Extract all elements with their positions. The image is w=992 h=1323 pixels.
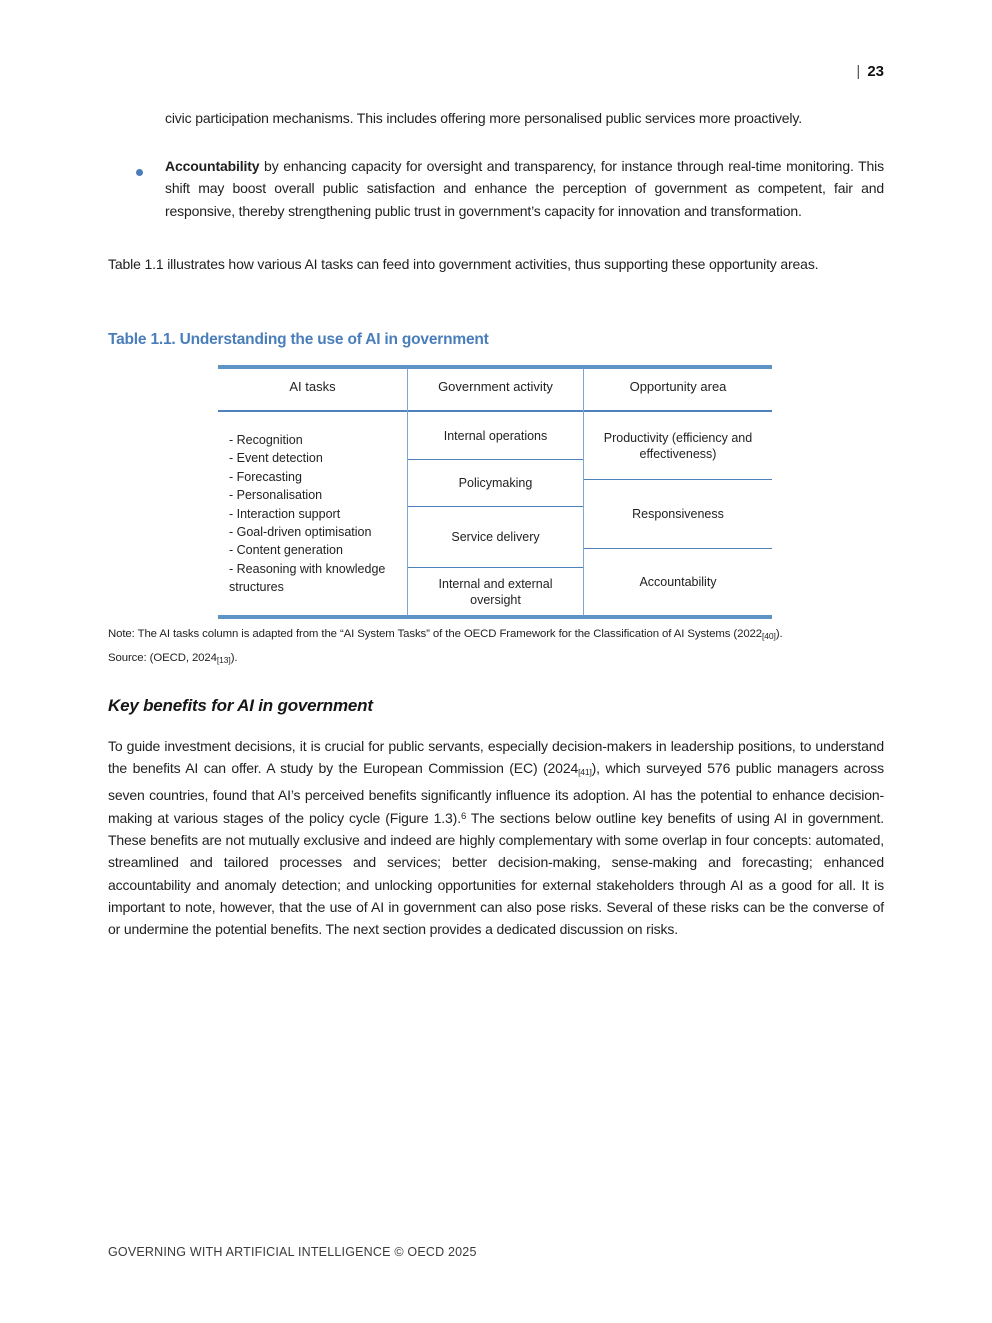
citation-ref: [41] (578, 767, 592, 778)
activity-cell: Internal and external oversight (438, 576, 553, 607)
citation-ref: [40] (762, 631, 776, 641)
column-header-government-activity: Government activity (408, 369, 583, 412)
table-column-opportunity-area (583, 369, 772, 615)
citation-ref: [13] (216, 655, 231, 665)
page-number: | 23 (856, 63, 884, 80)
footnote-ref: 6 (460, 810, 467, 822)
bullet-item-accountability (165, 155, 884, 222)
ai-task-item: - Interaction support (229, 506, 341, 521)
ai-task-item: - Recognition (229, 433, 303, 447)
table-note (108, 623, 898, 671)
table-note-line: Note: The AI tasks column is adapted from the “AI System Tasks” of the OECD Framework for the Classification of AI Systems (2022[40]). (108, 628, 783, 641)
activity-cell: Policymaking (408, 460, 583, 507)
activity-cell: Internal operations (408, 412, 583, 460)
bullet-item-lead: Accountability (165, 158, 260, 174)
opportunity-cell: Accountability (639, 575, 717, 589)
opportunity-cell: Productivity (efficiency and effectiveness) (584, 412, 772, 480)
ai-government-table (218, 365, 772, 619)
ai-tasks-cell (218, 412, 407, 615)
column-header-ai-tasks: AI tasks (218, 369, 407, 412)
page-number-separator: | (856, 63, 861, 80)
bullet-continuation-text: civic participation mechanisms. This includes offering more personalised public services more proactively. (165, 110, 802, 126)
section-heading: Key benefits for AI in government (108, 696, 373, 715)
ai-task-item: - Reasoning with knowledge structures (229, 561, 386, 595)
ai-task-item: - Content generation (229, 543, 343, 558)
page-footer: GOVERNING WITH ARTIFICIAL INTELLIGENCE © OECD 2025 (108, 1245, 477, 1259)
list-bullet-icon (136, 169, 143, 176)
table-column-ai-tasks (218, 369, 407, 615)
column-header-opportunity-area: Opportunity area (584, 369, 772, 412)
activity-cell: Service delivery (408, 507, 583, 568)
body-paragraph: To guide investment decisions, it is crucial for public servants, especially decision-makers in leadership positions, to understand the benefits AI can offer. A study by the European Commission (EC) (2024[41]), which surveyed 576 public managers across seven countries, found that AI’s perceived benefits significantly influence its adoption. AI has the potential to enhance decision-making at various stages of the policy cycle (Figure 1.3).$^6$ The sections below outline key benefits of using AI in government. These benefits are not mutually exclusive and indeed are highly complementary with some overlap in four concepts: automated, streamlined and tailored processes and services; better decision-making, sense-making and forecasting; enhanced accountability and anomaly detection; and unlocking opportunities for external stakeholders through AI as a good for all. It is important to note, however, that the use of AI in government can also pose risks. Several of these risks can be the converse of or undermine the potential benefits. The next section provides a dedicated discussion on risks. (108, 738, 884, 938)
table-title: Table 1.1. Understanding the use of AI in government (108, 331, 489, 348)
ai-task-item: - Event detection (229, 451, 323, 466)
ai-task-item: - Forecasting (229, 469, 302, 484)
bullet-item-rest: by enhancing capacity for oversight and transparency, for instance through real-time monitoring. This shift may boost overall public satisfaction and enhance the perception of government as competent, fair and responsive, thereby strengthening public trust in government’s capacity for innovation and transformation. (165, 158, 884, 219)
intro-paragraph: Table 1.1 illustrates how various AI tasks can feed into government activities, thus supporting these opportunity areas. (108, 256, 819, 272)
table-source-line: Source: (OECD, 2024[13]). (108, 652, 238, 665)
opportunity-cell: Responsiveness (584, 480, 772, 549)
ai-task-item: - Goal-driven optimisation (229, 525, 372, 540)
ai-task-item: - Personalisation (229, 488, 323, 503)
table-column-government-activity (407, 369, 583, 615)
